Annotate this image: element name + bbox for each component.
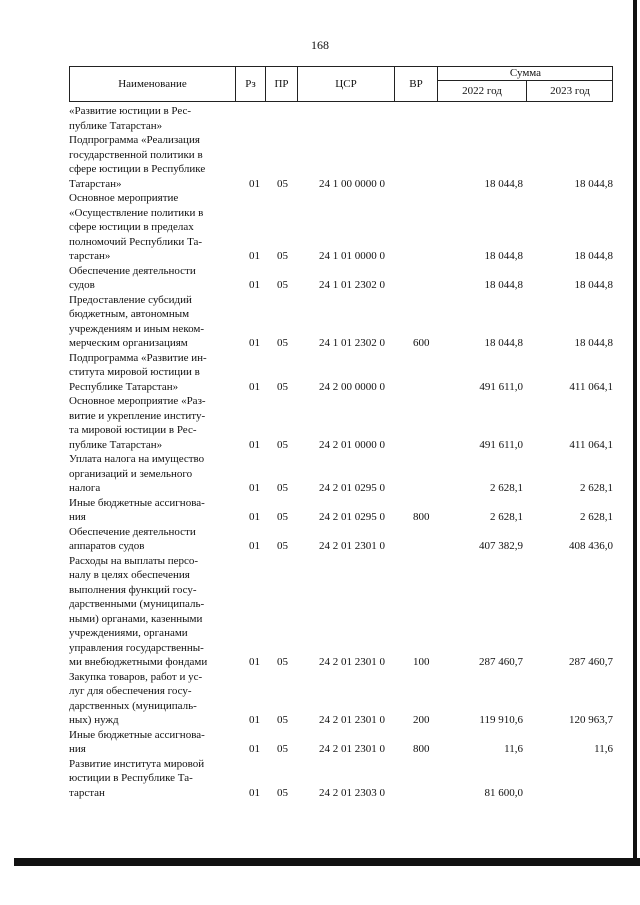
bottom-border bbox=[14, 858, 640, 866]
cell-s2023: 18 044,8 bbox=[574, 250, 613, 262]
header-csr: ЦСР bbox=[298, 67, 395, 101]
row-name bbox=[69, 496, 237, 525]
cell-rz: 01 bbox=[249, 482, 260, 494]
cell-rz: 01 bbox=[249, 511, 260, 523]
table-row bbox=[69, 133, 613, 191]
cell-csr: 24 2 00 0000 0 bbox=[319, 380, 385, 393]
row-name-line: мерческим организациям bbox=[69, 337, 188, 349]
row-name-line: Обеспечение деятельности bbox=[69, 525, 196, 538]
cell-s2022: 2 628,1 bbox=[490, 482, 523, 494]
cell-s2023: 18 044,8 bbox=[574, 279, 613, 291]
row-name-line: ными) органами, казенными bbox=[69, 612, 203, 625]
row-name-line: Расходы на выплаты персо- bbox=[69, 554, 199, 567]
cell-pr: 05 bbox=[277, 656, 288, 668]
row-name bbox=[69, 133, 237, 191]
row-name-line: управления государственны- bbox=[69, 641, 204, 654]
row-name-line: налога bbox=[69, 482, 101, 494]
cell-s2023: 18 044,8 bbox=[574, 337, 613, 349]
table-row bbox=[69, 525, 613, 554]
row-name bbox=[69, 670, 237, 728]
row-name-line: учреждениями, органами bbox=[69, 627, 188, 639]
cell-s2023: 411 064,1 bbox=[569, 438, 613, 451]
cell-s2023: 2 628,1 bbox=[580, 482, 613, 494]
cell-pr: 05 bbox=[277, 438, 288, 451]
cell-csr: 24 1 00 0000 0 bbox=[319, 177, 385, 190]
table-row bbox=[69, 670, 613, 728]
cell-csr: 24 1 01 2302 0 bbox=[319, 279, 385, 291]
row-name-line: Татарстан» bbox=[69, 177, 122, 190]
right-border bbox=[633, 0, 637, 866]
cell-rz: 01 bbox=[249, 438, 260, 451]
cell-csr: 24 1 01 2302 0 bbox=[319, 337, 385, 349]
cell-s2022: 18 044,8 bbox=[484, 177, 523, 190]
cell-pr: 05 bbox=[277, 177, 288, 190]
cell-pr: 05 bbox=[277, 743, 288, 755]
table-row bbox=[69, 104, 613, 133]
row-name-line: публике Татарстан» bbox=[69, 119, 163, 132]
row-name-line: бюджетным, автономным bbox=[69, 308, 190, 320]
cell-s2022: 491 611,0 bbox=[479, 438, 523, 451]
row-name bbox=[69, 554, 237, 670]
cell-s2022: 119 910,6 bbox=[479, 714, 523, 726]
table-row bbox=[69, 496, 613, 525]
cell-csr: 24 2 01 2301 0 bbox=[319, 540, 385, 552]
header-sum: Сумма bbox=[438, 67, 613, 81]
row-name bbox=[69, 394, 237, 452]
row-name-line: Развитие института мировой bbox=[69, 757, 205, 770]
row-name-line: Подпрограмма «Развитие ин- bbox=[69, 351, 207, 364]
cell-vr: 800 bbox=[413, 511, 430, 523]
cell-csr: 24 2 01 2301 0 bbox=[319, 714, 385, 726]
row-name-line: дарственных (муниципаль- bbox=[69, 699, 197, 712]
cell-csr: 24 2 01 0000 0 bbox=[319, 438, 385, 451]
cell-pr: 05 bbox=[277, 714, 288, 726]
cell-rz: 01 bbox=[249, 380, 260, 393]
cell-csr: 24 2 01 2301 0 bbox=[319, 656, 385, 668]
row-name-line: Основное мероприятие «Раз- bbox=[69, 395, 206, 407]
header-pr: ПР bbox=[266, 67, 298, 101]
cell-csr: 24 2 01 0295 0 bbox=[319, 511, 385, 523]
header-2023: 2023 год bbox=[550, 85, 590, 97]
row-name bbox=[69, 452, 237, 496]
row-name-line: сфере юстиции в пределах bbox=[69, 221, 194, 233]
cell-s2023: 2 628,1 bbox=[580, 511, 613, 523]
cell-s2022: 11,6 bbox=[504, 743, 523, 755]
row-name-line: сфере юстиции в Республике bbox=[69, 163, 206, 175]
cell-pr: 05 bbox=[277, 482, 288, 494]
cell-s2022: 407 382,9 bbox=[479, 540, 523, 552]
row-name-line: ститута мировой юстиции в bbox=[69, 366, 200, 378]
cell-s2023: 11,6 bbox=[594, 743, 613, 755]
header-rz: Рз bbox=[236, 67, 266, 101]
row-name-line: Подпрограмма «Реализация bbox=[69, 134, 200, 146]
cell-s2023: 411 064,1 bbox=[569, 380, 613, 393]
header-2022: 2022 год bbox=[438, 81, 527, 101]
cell-pr: 05 bbox=[277, 786, 288, 799]
row-name-line: дарственными (муниципаль- bbox=[69, 598, 205, 610]
table-header bbox=[69, 66, 613, 102]
cell-s2022: 287 460,7 bbox=[479, 656, 523, 668]
table-row bbox=[69, 394, 613, 452]
cell-pr: 05 bbox=[277, 511, 288, 523]
row-name-line: «Осуществление политики в bbox=[69, 206, 204, 219]
cell-s2022: 18 044,8 bbox=[484, 250, 523, 262]
header-sum-group bbox=[438, 67, 613, 101]
cell-s2022: 18 044,8 bbox=[484, 337, 523, 349]
cell-vr: 200 bbox=[413, 714, 430, 726]
row-name-line: Республике Татарстан» bbox=[69, 380, 179, 393]
row-name-line: ния bbox=[69, 743, 86, 755]
header-name: Наименование bbox=[70, 67, 236, 101]
cell-csr: 24 2 01 2301 0 bbox=[319, 743, 385, 755]
cell-pr: 05 bbox=[277, 279, 288, 291]
row-name-line: налу в целях обеспечения bbox=[69, 569, 190, 581]
cell-rz: 01 bbox=[249, 656, 260, 668]
row-name bbox=[69, 757, 237, 801]
table-row bbox=[69, 351, 613, 395]
row-name-line: Иные бюджетные ассигнова- bbox=[69, 496, 205, 509]
budget-table bbox=[69, 66, 613, 800]
cell-s2022: 491 611,0 bbox=[479, 380, 523, 393]
row-name-line: ми внебюджетными фондами bbox=[69, 656, 208, 668]
row-name-line: аппаратов судов bbox=[69, 540, 145, 552]
cell-s2022: 18 044,8 bbox=[484, 279, 523, 291]
cell-vr: 100 bbox=[413, 656, 430, 668]
cell-rz: 01 bbox=[249, 743, 260, 755]
row-name-line: юстиции в Республике Та- bbox=[69, 772, 193, 784]
row-name-line: Предоставление субсидий bbox=[69, 293, 192, 306]
row-name bbox=[69, 264, 237, 293]
cell-rz: 01 bbox=[249, 250, 260, 262]
cell-s2023: 120 963,7 bbox=[569, 714, 613, 726]
row-name bbox=[69, 525, 237, 554]
table-body bbox=[69, 104, 613, 800]
cell-vr: 600 bbox=[413, 337, 430, 349]
row-name-line: организаций и земельного bbox=[69, 467, 193, 480]
cell-s2023: 408 436,0 bbox=[569, 540, 613, 552]
row-name-line: Иные бюджетные ассигнова- bbox=[69, 728, 205, 741]
header-vr: ВР bbox=[395, 67, 438, 101]
table-row bbox=[69, 452, 613, 496]
row-name-line: луг для обеспечения госу- bbox=[69, 685, 192, 697]
cell-pr: 05 bbox=[277, 337, 288, 349]
row-name bbox=[69, 728, 237, 757]
cell-rz: 01 bbox=[249, 786, 260, 799]
row-name-line: публике Татарстан» bbox=[69, 438, 163, 451]
cell-rz: 01 bbox=[249, 540, 260, 552]
row-name-line: ния bbox=[69, 511, 86, 523]
row-name-line: учреждениям и иным неком- bbox=[69, 322, 205, 335]
cell-s2022: 81 600,0 bbox=[484, 786, 523, 799]
row-name-line: выполнения функций госу- bbox=[69, 583, 197, 596]
cell-csr: 24 1 01 0000 0 bbox=[319, 250, 385, 262]
row-name-line: тарстан» bbox=[69, 250, 111, 262]
cell-rz: 01 bbox=[249, 177, 260, 190]
row-name-line: тарстан bbox=[69, 786, 105, 799]
row-name bbox=[69, 191, 237, 264]
cell-pr: 05 bbox=[277, 380, 288, 393]
table-row bbox=[69, 191, 613, 264]
row-name-line: Обеспечение деятельности bbox=[69, 264, 196, 277]
cell-s2022: 2 628,1 bbox=[490, 511, 523, 523]
row-name bbox=[69, 104, 237, 133]
cell-pr: 05 bbox=[277, 250, 288, 262]
cell-rz: 01 bbox=[249, 337, 260, 349]
row-name-line: государственной политики в bbox=[69, 148, 203, 161]
row-name-line: судов bbox=[69, 279, 95, 291]
row-name-line: Закупка товаров, работ и ус- bbox=[69, 670, 203, 683]
table-row bbox=[69, 554, 613, 670]
table-row bbox=[69, 264, 613, 293]
page-number: 168 bbox=[311, 38, 329, 52]
cell-csr: 24 2 01 2303 0 bbox=[319, 786, 385, 799]
table-row bbox=[69, 757, 613, 801]
row-name-line: ных) нужд bbox=[69, 714, 119, 726]
row-name-line: витие и укрепление институ- bbox=[69, 409, 206, 422]
table-row bbox=[69, 293, 613, 351]
cell-s2023: 18 044,8 bbox=[574, 177, 613, 190]
row-name-line: «Развитие юстиции в Рес- bbox=[69, 105, 192, 117]
row-name-line: Основное мероприятие bbox=[69, 192, 179, 204]
row-name-line: полномочий Республики Та- bbox=[69, 235, 203, 248]
row-name-line: та мировой юстиции в Рес- bbox=[69, 424, 197, 436]
row-name bbox=[69, 351, 237, 395]
row-name-line: Уплата налога на имущество bbox=[69, 453, 205, 465]
cell-s2023: 287 460,7 bbox=[569, 656, 613, 668]
cell-rz: 01 bbox=[249, 279, 260, 291]
cell-vr: 800 bbox=[413, 743, 430, 755]
table-row bbox=[69, 728, 613, 757]
cell-pr: 05 bbox=[277, 540, 288, 552]
cell-csr: 24 2 01 0295 0 bbox=[319, 482, 385, 494]
cell-rz: 01 bbox=[249, 714, 260, 726]
row-name bbox=[69, 293, 237, 351]
